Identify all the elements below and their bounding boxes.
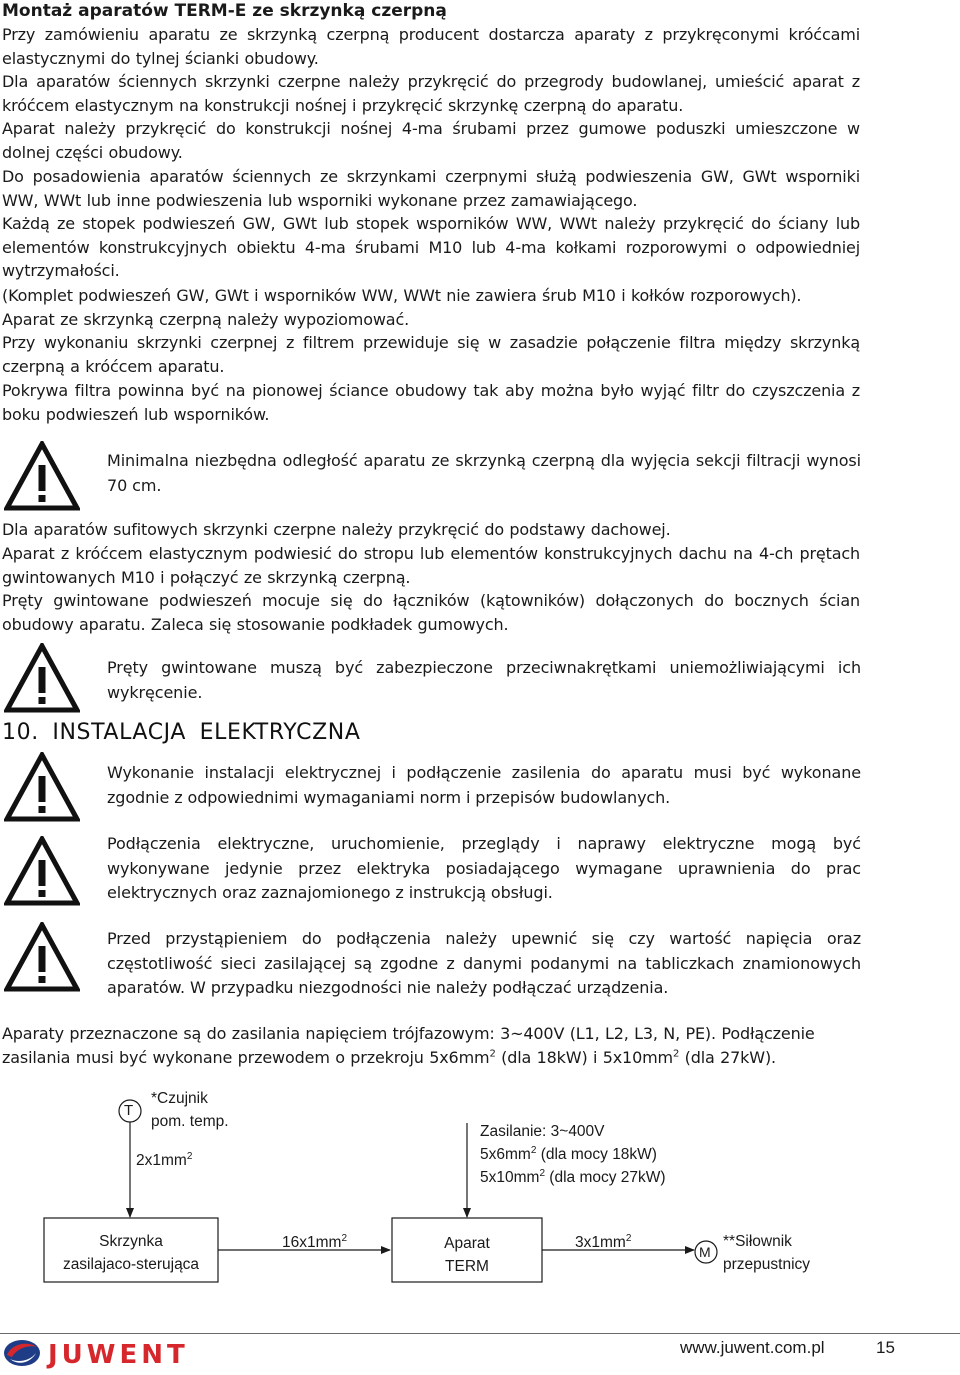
warning-text: Przed przystąpieniem do podłączenia należy upewnić się czy wartość napięcia oraz częstotliwość sieci zasilającej są zgodne z danymi podanymi na tabliczkach znamionowych aparatów. W przypadku niezgodności nie należy podłączać urządzenia. — [107, 929, 861, 997]
website-url[interactable]: www.juwent.com.pl — [680, 1338, 825, 1357]
sensor-label: *Czujnik — [151, 1090, 208, 1107]
paragraph: Dla aparatów sufitowych skrzynki czerpne należy przykręcić do podstawy dachowej. — [2, 520, 671, 539]
sensor-label: pom. temp. — [151, 1113, 229, 1130]
warning-text: Wykonanie instalacji elektrycznej i podłączenie zasilenia do aparatu musi być wykonane zgodnie z odpowiednimi wymaganiami norm i przepisów budowlanych. — [107, 763, 861, 807]
section-heading: 10. INSTALACJA ELEKTRYCZNA — [2, 720, 361, 745]
warning-text: Minimalna niezbędna odległość aparatu ze skrzynką czerpną dla wyjęcia sekcji filtracji wynosi 70 cm. — [107, 451, 861, 495]
supply-line-1: Aparaty przeznaczone są do zasilania napięciem trójfazowym: 3~400V (L1, L2, L3, N, PE). Podłączenie — [2, 1024, 815, 1043]
warning-text: Podłączenia elektryczne, uruchomienie, przeglądy i naprawy elektryczne mogą być wykonywane jedynie przez elektryka posiadającego wymagane uprawnienia do prac elektrycznych oraz zaznajomionego z instrukcją obsługi. — [107, 834, 861, 902]
brand-wordmark: JUWENT — [48, 1340, 189, 1369]
warning-triangle-icon — [4, 836, 80, 906]
sensor-symbol: T — [124, 1102, 134, 1119]
footer-divider — [0, 1333, 960, 1334]
paragraph: Aparat należy przykręcić do konstrukcji nośnej 4-ma śrubami przez gumowe poduszki umieszczone w dolnej części obudowy. — [2, 119, 860, 162]
paragraph: Pręty gwintowane podwieszeń mocuje się do łączników (kątowników) dołączonych do bocznych ścian obudowy aparatu. Zaleca się stosowanie podkładek gumowych. — [2, 591, 860, 634]
wiring-diagram — [0, 1075, 960, 1305]
sensor-cable-label: $2x1mm^2$ — [136, 1150, 193, 1169]
cable-label: $16x1mm^2$ — [282, 1232, 347, 1251]
supply-paragraph — [2, 1022, 882, 1069]
supply-line-2: zasilania musi być wykonane przewodem o przekroju $5x6mm^2$ (dla 18kW) i $5x10mm^2$ (dla 27kW). — [2, 1047, 776, 1067]
actuator-label: **Siłownik — [723, 1233, 792, 1250]
control-box-label: zasilajaco-sterująca — [62, 1256, 200, 1273]
control-box-label: Skrzynka — [99, 1233, 163, 1250]
supply-label: $5x10mm^2$ (dla mocy 27kW) — [480, 1167, 666, 1186]
paragraph: Aparat z króćcem elastycznym podwiesić do stropu lub elementów konstrukcyjnych dachu na 4-ch prętach gwintowanych M10 i połączyć ze skrzynką czerpną. — [2, 544, 860, 587]
page-number: 15 — [876, 1338, 895, 1357]
paragraph: Pokrywa filtra powinna być na pionowej ściance obudowy tak aby można było wyjąć filtr do czyszczenia z boku podwieszeń lub wsporników. — [2, 381, 860, 424]
motor-symbol: M — [699, 1244, 711, 1260]
warning-triangle-icon — [4, 752, 80, 822]
paragraph: Przy zamówieniu aparatu ze skrzynką czerpną producent dostarcza aparaty z przykręconymi króćcami elastycznymi do tylnej ścianki obudowy. — [2, 25, 860, 68]
paragraph: Aparat ze skrzynką czerpną należy wypoziomować. — [2, 310, 410, 329]
unit-box-label: TERM — [445, 1258, 489, 1275]
warning-triangle-icon — [4, 441, 80, 511]
brand-logo — [2, 1337, 262, 1369]
paragraph: Przy wykonaniu skrzynki czerpnej z filtrem przewiduje się w zasadzie połączenie filtra między skrzynką czerpną a króćcem aparatu. — [2, 333, 860, 376]
supply-label: $5x6mm^2$ (dla mocy 18kW) — [480, 1144, 657, 1163]
paragraph: Do posadowienia aparatów ściennych ze skrzynkami czerpnymi służą podwieszenia GW, GWt wsporniki WW, WWt lub inne podwieszenia lub wsporniki wykonane przez zamawiającego. — [2, 167, 860, 210]
actuator-label: przepustnicy — [723, 1256, 811, 1273]
unit-box-label: Aparat — [444, 1235, 490, 1252]
page-title: Montaż aparatów TERM-E ze skrzynką czerpną — [2, 1, 447, 21]
supply-label: Zasilanie: 3~400V — [480, 1123, 605, 1140]
brand-emblem-icon — [4, 1340, 40, 1366]
paragraph: Każdą ze stopek podwieszeń GW, GWt lub stopek wsporników WW, WWt należy przykręcić do ściany lub elementów konstrukcyjnych obiektu 4-ma śrubami M10 lub 4-ma kołkami rozporowymi o odpowiedniej wytrzymałości. — [2, 214, 860, 280]
cable-label: $3x1mm^2$ — [575, 1232, 632, 1251]
warning-triangle-icon — [4, 922, 80, 992]
warning-triangle-icon — [4, 643, 80, 713]
paragraph: Dla aparatów ściennych skrzynki czerpne należy przykręcić do przegrody budowlanej, umieścić aparat z króćcem elastycznym na konstrukcji nośnej i przykręcić skrzynkę czerpną do aparatu. — [2, 72, 860, 115]
paragraph: (Komplet podwieszeń GW, GWt i wsporników WW, WWt nie zawiera śrub M10 i kołków rozporowych). — [2, 286, 802, 305]
warning-text: Pręty gwintowane muszą być zabezpieczone przeciwnakrętkami uniemożliwiającymi ich wykręcenie. — [107, 658, 861, 702]
